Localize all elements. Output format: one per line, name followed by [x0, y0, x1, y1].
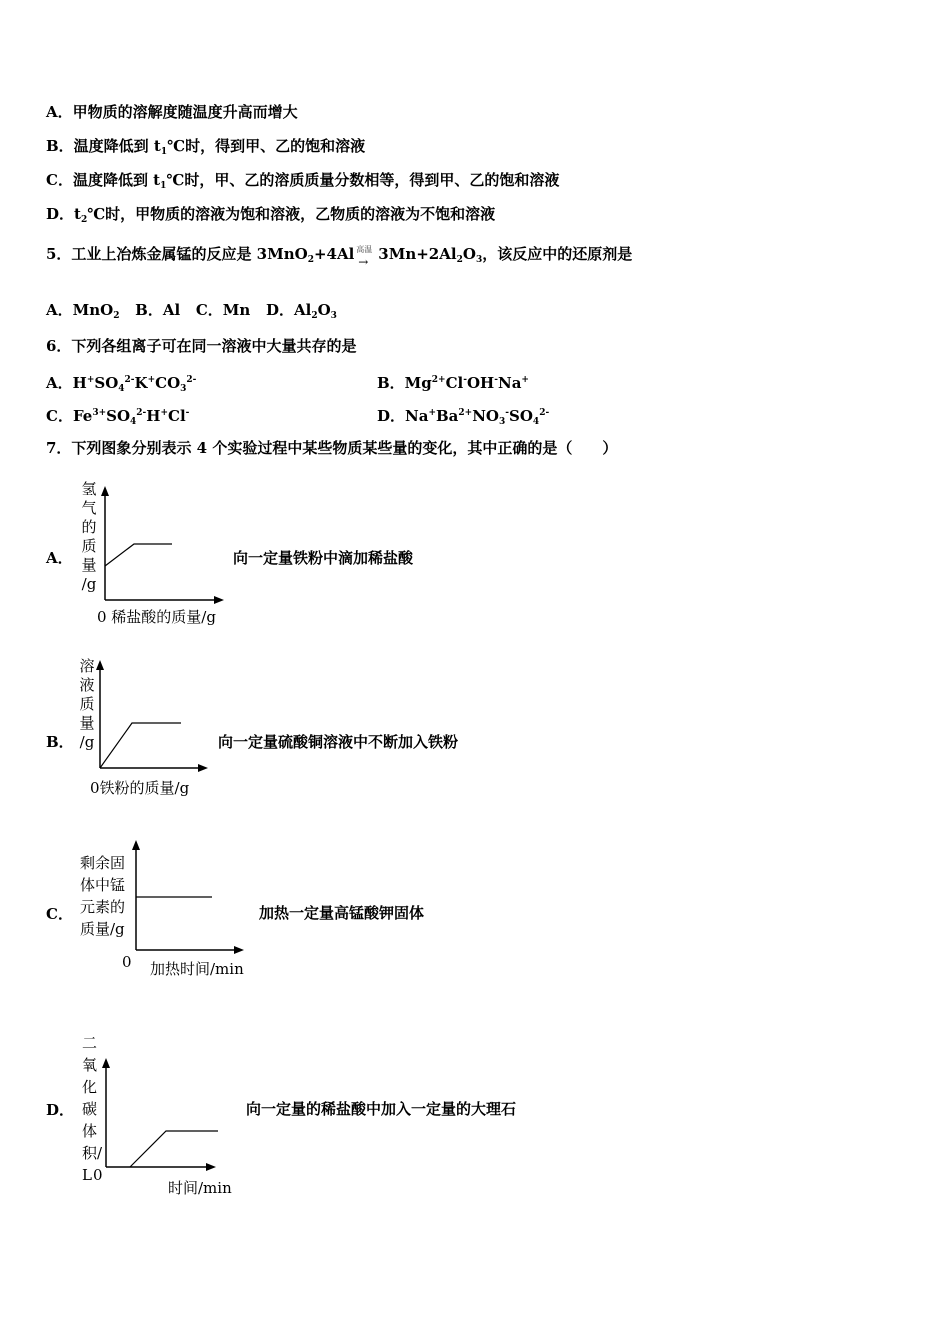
- q4-option-c: C．温度降低到 $t_1℃$时，甲、乙的溶质质量分数相等，得到甲、乙的饱和溶液: [46, 171, 560, 191]
- graph-b-ylabel: 溶 液 质 量 /g: [79, 657, 95, 751]
- q6-option-c: C．$Fe^{3+}SO_4^{2-}H^+Cl^-$: [46, 407, 190, 427]
- graph-d-letter: D．: [46, 1101, 75, 1119]
- graph-c-xlabel: 加热时间/min: [150, 960, 244, 978]
- graph-a-ylabel: 氢 气 的 质 量 /g: [81, 480, 97, 593]
- graph-c-origin: 0: [122, 953, 132, 971]
- graph-d-origin: 0: [93, 1166, 103, 1184]
- q5-option-b: B．Al: [135, 301, 181, 319]
- q6-stem: 6．下列各组离子可在同一溶液中大量共存的是: [46, 337, 357, 355]
- graph-a-caption: 向一定量铁粉中滴加稀盐酸: [233, 549, 414, 567]
- graph-d-curve: [130, 1131, 218, 1167]
- graph-a-xlabel: 0 稀盐酸的质量/g: [97, 608, 216, 626]
- graph-c-letter: C．: [46, 905, 73, 923]
- q5-option-d: D．$Al_2O_3$: [265, 301, 337, 321]
- q5-option-c: C．Mn: [195, 301, 251, 319]
- q4-option-d: D．$t_2℃$时，甲物质的溶液为饱和溶液，乙物质的溶液为不饱和溶液: [46, 205, 496, 225]
- q4-option-a: A．甲物质的溶解度随温度升高而增大: [46, 103, 298, 121]
- q5-option-a: A．MnO$_2$: [46, 301, 120, 321]
- graph-a-letter: A．: [46, 549, 73, 567]
- q7-stem: 7．下列图象分别表示 4 个实验过程中某些物质某些量的变化，其中正确的是（ ）: [46, 439, 618, 457]
- q4-option-b: B．温度降低到 $t_1℃$时，得到甲、乙的饱和溶液: [46, 137, 366, 157]
- graph-d-ylabel: 二 氧 化 碳 体 积/ L: [82, 1034, 103, 1184]
- graph-b-xlabel: 0铁粉的质量/g: [90, 779, 190, 797]
- graph-d-xlabel: 时间/min: [168, 1179, 232, 1197]
- q6-option-d: D．$Na^+Ba^{2+}NO_3^-SO_4^{2-}$: [377, 407, 550, 427]
- q6-option-a: A．$H^+SO_4^{2-}K^+CO_3^{2-}$: [46, 374, 197, 394]
- q5-stem: 5．工业上冶炼金属锰的反应是 3MnO$_2$+4Al 高温 → $3Mn+2Al_2O_3$，该反应中的还原剂是: [46, 245, 633, 269]
- graph-c-ylabel: 剩余固 体中锰 元素的 质量/g: [80, 854, 126, 938]
- graph-c-caption: 加热一定量高锰酸钾固体: [259, 904, 425, 922]
- reaction-condition-arrow: 高温 →: [356, 245, 373, 269]
- graph-d-caption: 向一定量的稀盐酸中加入一定量的大理石: [246, 1100, 517, 1118]
- graph-b-caption: 向一定量硫酸铜溶液中不断加入铁粉: [218, 733, 459, 751]
- q6-option-b: B．$Mg^{2+}Cl^-OH^-Na^+$: [377, 374, 529, 392]
- graph-b-letter: B．: [46, 733, 74, 751]
